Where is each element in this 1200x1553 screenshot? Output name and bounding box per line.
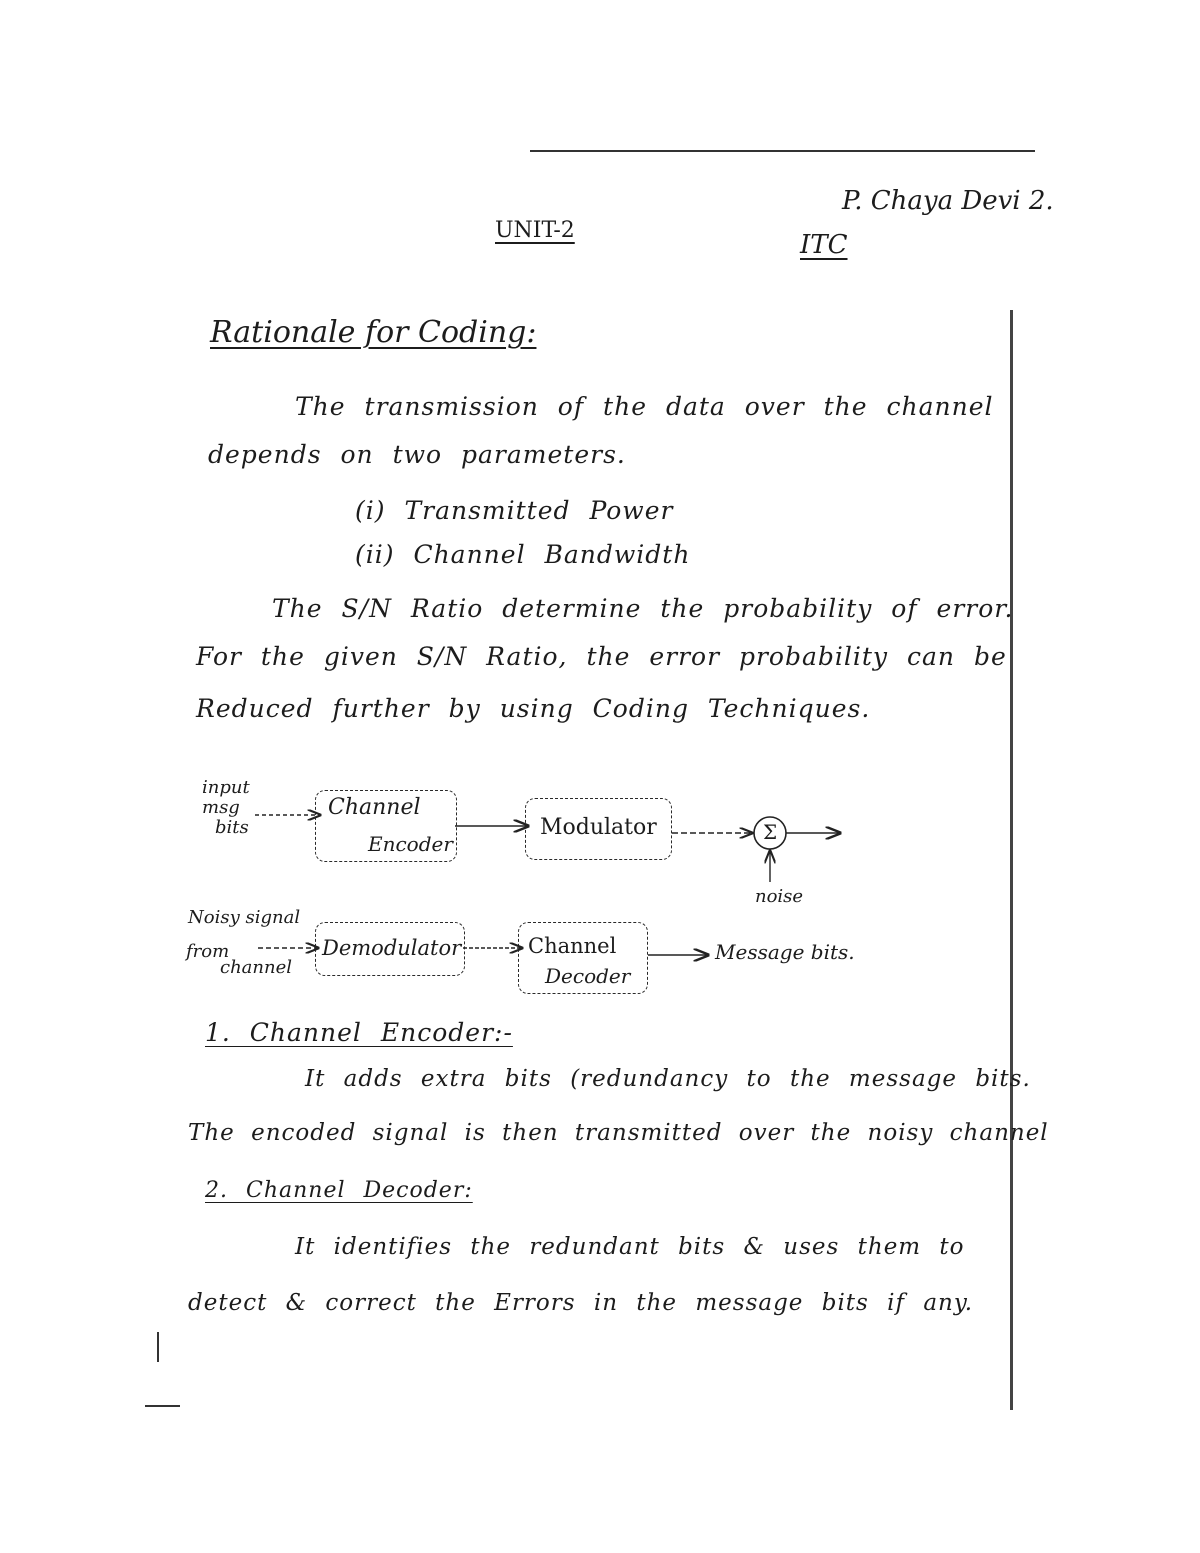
tx-input-label-1: input: [202, 777, 250, 798]
left-margin-mark: [157, 1332, 159, 1362]
section-1-title: 1. Channel Encoder:-: [205, 1018, 513, 1047]
subject-label: ITC: [800, 230, 848, 260]
page-title: Rationale for Coding:: [210, 315, 537, 350]
author-name: P. Chaya Devi 2.: [842, 186, 1054, 216]
rx-input-label-1: Noisy signal: [188, 907, 301, 928]
rx-input-label-2: from: [186, 941, 230, 962]
sn-line-3: Reduced further by using Coding Techniques.: [196, 694, 871, 723]
parameter-1: (i) Transmitted Power: [355, 496, 674, 525]
rx-input-label-3: channel: [220, 957, 292, 978]
tx-input-label-3: bits: [215, 817, 249, 838]
right-margin-rule: [1010, 310, 1013, 1410]
section-2-line-2: detect & correct the Errors in the message bits if any.: [188, 1290, 974, 1316]
unit-label: UNIT-2: [495, 218, 575, 243]
noise-label: noise: [755, 886, 804, 907]
message-bits-output: Message bits.: [715, 940, 855, 964]
channel-decoder-label-1: Channel: [528, 934, 617, 958]
channel-encoder-label-1: Channel: [328, 795, 421, 820]
parameter-2: (ii) Channel Bandwidth: [355, 540, 691, 569]
intro-line-1: The transmission of the data over the channel: [295, 392, 994, 421]
intro-line-2: depends on two parameters.: [208, 440, 626, 469]
top-rule: [530, 150, 1035, 152]
bottom-left-rule: [145, 1405, 180, 1407]
demodulator-label: Demodulator: [322, 936, 462, 960]
channel-encoder-label-2: Encoder: [368, 832, 453, 856]
section-1-line-1: It adds extra bits (redundancy to the message bits.: [305, 1066, 1031, 1092]
tx-input-label-2: msg: [202, 797, 240, 818]
summing-junction-symbol: Σ: [763, 820, 778, 844]
modulator-label: Modulator: [540, 815, 657, 840]
sn-line-2: For the given S/N Ratio, the error probability can be: [196, 642, 1007, 671]
section-2-line-1: It identifies the redundant bits & uses them to: [295, 1234, 965, 1260]
section-2-title: 2. Channel Decoder:: [205, 1178, 473, 1203]
section-1-line-2: The encoded signal is then transmitted over the noisy channel: [188, 1120, 1049, 1146]
sn-line-1: The S/N Ratio determine the probability of error.: [272, 594, 1014, 623]
channel-decoder-label-2: Decoder: [545, 964, 631, 988]
